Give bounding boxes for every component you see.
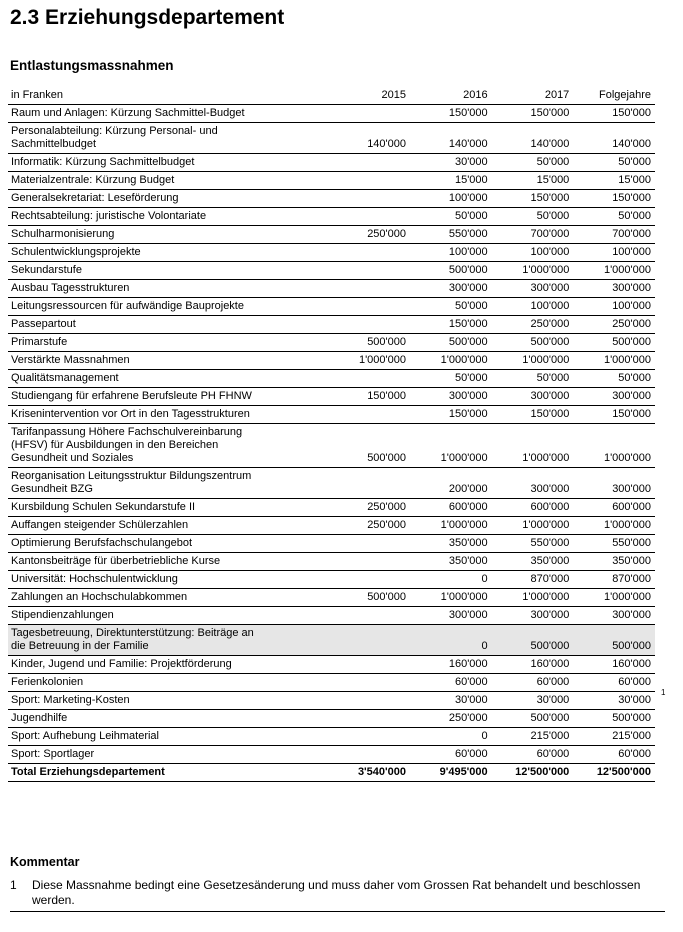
value-2016: 140'000 (410, 123, 492, 154)
column-header-2015: 2015 (264, 86, 410, 105)
value-folgejahre: 1'000'000 (573, 262, 655, 280)
value-folgejahre: 150'000 (573, 190, 655, 208)
value-2015 (264, 468, 410, 499)
value-folgejahre: 1'000'000 (573, 352, 655, 370)
value-2016: 600'000 (410, 499, 492, 517)
value-folgejahre: 215'000 (573, 728, 655, 746)
table-row (8, 692, 655, 710)
value-2017: 100'000 (492, 298, 574, 316)
value-folgejahre: 12'500'000 (573, 764, 655, 782)
table-row (8, 468, 655, 499)
value-2017: 300'000 (492, 468, 574, 499)
row-label: Kursbildung Schulen Sekundarstufe II (8, 499, 264, 517)
value-folgejahre: 500'000 (573, 334, 655, 352)
row-label: Qualitätsmanagement (8, 370, 264, 388)
value-2016: 550'000 (410, 226, 492, 244)
value-2016: 500'000 (410, 262, 492, 280)
table-row (8, 406, 655, 424)
row-label: Verstärkte Massnahmen (8, 352, 264, 370)
table-row (8, 244, 655, 262)
value-folgejahre: 300'000 (573, 468, 655, 499)
value-2015 (264, 656, 410, 674)
row-label: Leitungsressourcen für aufwändige Bauprojekte (8, 298, 264, 316)
table-row (8, 105, 655, 123)
total-row (8, 764, 655, 782)
value-2016: 30'000 (410, 692, 492, 710)
value-folgejahre: 15'000 (573, 172, 655, 190)
value-folgejahre: 500'000 (573, 710, 655, 728)
table-row (8, 571, 655, 589)
value-2016: 150'000 (410, 316, 492, 334)
value-2015: 150'000 (264, 388, 410, 406)
table-row (8, 553, 655, 571)
table-row (8, 728, 655, 746)
table-header (8, 86, 655, 105)
row-label: Primarstufe (8, 334, 264, 352)
value-2015 (264, 370, 410, 388)
value-2017: 50'000 (492, 154, 574, 172)
value-2016: 1'000'000 (410, 424, 492, 468)
value-folgejahre: 870'000 (573, 571, 655, 589)
value-2015 (264, 280, 410, 298)
value-folgejahre: 300'000 (573, 388, 655, 406)
value-2017: 1'000'000 (492, 589, 574, 607)
value-2015 (264, 316, 410, 334)
value-2017: 250'000 (492, 316, 574, 334)
value-folgejahre: 60'000 (573, 674, 655, 692)
column-header-2016: 2016 (410, 86, 492, 105)
value-2017: 1'000'000 (492, 517, 574, 535)
value-2016: 9'495'000 (410, 764, 492, 782)
table-row (8, 262, 655, 280)
value-2017: 500'000 (492, 625, 574, 656)
value-2017: 500'000 (492, 334, 574, 352)
value-2017: 140'000 (492, 123, 574, 154)
value-2015 (264, 607, 410, 625)
comment-title: Kommentar (10, 855, 80, 869)
value-2015: 500'000 (264, 424, 410, 468)
table-row (8, 208, 655, 226)
value-2017: 15'000 (492, 172, 574, 190)
value-2017: 100'000 (492, 244, 574, 262)
value-2015 (264, 172, 410, 190)
value-folgejahre: 100'000 (573, 244, 655, 262)
value-2017: 700'000 (492, 226, 574, 244)
row-label: Rechtsabteilung: juristische Volontariate (8, 208, 264, 226)
row-label: Passepartout (8, 316, 264, 334)
value-2015 (264, 406, 410, 424)
value-2016: 300'000 (410, 607, 492, 625)
row-label: Zahlungen an Hochschulabkommen (8, 589, 264, 607)
row-label: Ferienkolonien (8, 674, 264, 692)
value-folgejahre: 150'000 (573, 406, 655, 424)
value-2015 (264, 553, 410, 571)
value-folgejahre: 1'000'000 (573, 424, 655, 468)
value-folgejahre: 1'000'000 (573, 589, 655, 607)
value-2015 (264, 244, 410, 262)
value-2015 (264, 728, 410, 746)
table-row (8, 656, 655, 674)
value-2016: 100'000 (410, 190, 492, 208)
row-label: Generalsekretariat: Leseförderung (8, 190, 264, 208)
value-folgejahre: 500'000 (573, 625, 655, 656)
row-label: Krisenintervention vor Ort in den Tagesstrukturen (8, 406, 264, 424)
row-label: Total Erziehungsdepartement (8, 764, 264, 782)
table-row (8, 154, 655, 172)
value-2017: 215'000 (492, 728, 574, 746)
value-folgejahre: 300'000 (573, 607, 655, 625)
row-label: Tagesbetreuung, Direktunterstützung: Beiträge an die Betreuung in der Familie (8, 625, 264, 656)
value-2016: 350'000 (410, 535, 492, 553)
value-2016: 15'000 (410, 172, 492, 190)
value-2016: 500'000 (410, 334, 492, 352)
value-2016: 50'000 (410, 370, 492, 388)
value-2017: 12'500'000 (492, 764, 574, 782)
value-folgejahre: 550'000 (573, 535, 655, 553)
section-subtitle: Entlastungsmassnahmen (10, 58, 174, 73)
table-row (8, 280, 655, 298)
footnote-marker: 1 (661, 688, 666, 697)
row-label: Stipendienzahlungen (8, 607, 264, 625)
value-2017: 300'000 (492, 280, 574, 298)
row-label: Schulharmonisierung (8, 226, 264, 244)
value-2016: 200'000 (410, 468, 492, 499)
row-label: Raum und Anlagen: Kürzung Sachmittel-Budget (8, 105, 264, 123)
value-2015: 3'540'000 (264, 764, 410, 782)
value-2016: 60'000 (410, 674, 492, 692)
footnote-number: 1 (10, 878, 17, 892)
value-2015 (264, 535, 410, 553)
value-folgejahre: 300'000 (573, 280, 655, 298)
value-2015 (264, 262, 410, 280)
value-2015: 1'000'000 (264, 352, 410, 370)
value-2017: 870'000 (492, 571, 574, 589)
row-label: Kantonsbeiträge für überbetriebliche Kurse (8, 553, 264, 571)
value-2016: 300'000 (410, 388, 492, 406)
value-2017: 50'000 (492, 208, 574, 226)
value-2017: 1'000'000 (492, 262, 574, 280)
value-2016: 1'000'000 (410, 589, 492, 607)
value-folgejahre: 50'000 (573, 208, 655, 226)
value-2017: 550'000 (492, 535, 574, 553)
value-2015 (264, 692, 410, 710)
value-2016: 60'000 (410, 746, 492, 764)
value-2017: 150'000 (492, 190, 574, 208)
value-2016: 1'000'000 (410, 352, 492, 370)
value-2015 (264, 154, 410, 172)
value-2017: 30'000 (492, 692, 574, 710)
value-2017: 50'000 (492, 370, 574, 388)
value-2015 (264, 710, 410, 728)
table-row (8, 172, 655, 190)
table-row (8, 710, 655, 728)
row-label: Materialzentrale: Kürzung Budget (8, 172, 264, 190)
value-2017: 1'000'000 (492, 352, 574, 370)
value-2015: 500'000 (264, 589, 410, 607)
value-2015 (264, 190, 410, 208)
value-2017: 150'000 (492, 105, 574, 123)
value-2016: 160'000 (410, 656, 492, 674)
value-2015: 250'000 (264, 226, 410, 244)
value-folgejahre: 1'000'000 (573, 517, 655, 535)
table-row (8, 589, 655, 607)
value-folgejahre: 160'000 (573, 656, 655, 674)
row-label: Auffangen steigender Schülerzahlen (8, 517, 264, 535)
row-label: Tarifanpassung Höhere Fachschulvereinbarung (HFSV) für Ausbildungen in den Bereichen Gesundheit und Soziales (8, 424, 264, 468)
measures-table (8, 86, 655, 782)
table-row (8, 334, 655, 352)
row-label: Personalabteilung: Kürzung Personal- und Sachmittelbudget (8, 123, 264, 154)
footnote-divider (10, 911, 665, 912)
value-2015 (264, 674, 410, 692)
value-2016: 0 (410, 571, 492, 589)
value-2015 (264, 746, 410, 764)
value-folgejahre: 600'000 (573, 499, 655, 517)
value-folgejahre: 700'000 (573, 226, 655, 244)
table-row (8, 424, 655, 468)
value-2017: 300'000 (492, 388, 574, 406)
value-folgejahre: 100'000 (573, 298, 655, 316)
value-2016: 0 (410, 728, 492, 746)
footnote (10, 878, 665, 908)
value-2016: 100'000 (410, 244, 492, 262)
table-row (8, 535, 655, 553)
table-row (8, 607, 655, 625)
value-2017: 160'000 (492, 656, 574, 674)
value-2016: 50'000 (410, 208, 492, 226)
column-header-folgejahre: Folgejahre (573, 86, 655, 105)
row-label: Sport: Aufhebung Leihmaterial (8, 728, 264, 746)
table-row (8, 674, 655, 692)
value-2016: 250'000 (410, 710, 492, 728)
header-row (8, 86, 655, 105)
value-2015: 140'000 (264, 123, 410, 154)
value-folgejahre: 140'000 (573, 123, 655, 154)
table-row (8, 746, 655, 764)
value-2017: 1'000'000 (492, 424, 574, 468)
value-folgejahre: 60'000 (573, 746, 655, 764)
value-2017: 500'000 (492, 710, 574, 728)
row-label: Jugendhilfe (8, 710, 264, 728)
value-2016: 350'000 (410, 553, 492, 571)
value-2016: 50'000 (410, 298, 492, 316)
table-row (8, 517, 655, 535)
value-2016: 150'000 (410, 105, 492, 123)
value-2015 (264, 208, 410, 226)
row-label: Ausbau Tagesstrukturen (8, 280, 264, 298)
row-label: Sport: Sportlager (8, 746, 264, 764)
value-2016: 1'000'000 (410, 517, 492, 535)
page-title: 2.3 Erziehungsdepartement (10, 6, 285, 29)
value-2017: 60'000 (492, 674, 574, 692)
value-2015: 250'000 (264, 517, 410, 535)
table-row (8, 226, 655, 244)
value-2017: 350'000 (492, 553, 574, 571)
row-label: Optimierung Berufsfachschulangebot (8, 535, 264, 553)
row-label: Sport: Marketing-Kosten (8, 692, 264, 710)
row-label: Reorganisation Leitungsstruktur Bildungszentrum Gesundheit BZG (8, 468, 264, 499)
value-2015 (264, 298, 410, 316)
table-row (8, 370, 655, 388)
row-label: Sekundarstufe (8, 262, 264, 280)
table-row (8, 388, 655, 406)
value-folgejahre: 50'000 (573, 370, 655, 388)
table-row (8, 123, 655, 154)
row-label: Kinder, Jugend und Familie: Projektförderung (8, 656, 264, 674)
value-folgejahre: 250'000 (573, 316, 655, 334)
value-2016: 150'000 (410, 406, 492, 424)
table-row (8, 298, 655, 316)
row-label: Universität: Hochschulentwicklung (8, 571, 264, 589)
table-row (8, 316, 655, 334)
table-row (8, 625, 655, 656)
table-row (8, 352, 655, 370)
value-2017: 600'000 (492, 499, 574, 517)
value-2015 (264, 571, 410, 589)
value-2017: 60'000 (492, 746, 574, 764)
value-2015 (264, 625, 410, 656)
value-folgejahre: 30'000 (573, 692, 655, 710)
table-row (8, 499, 655, 517)
value-2016: 300'000 (410, 280, 492, 298)
table-body (8, 105, 655, 782)
value-2015: 500'000 (264, 334, 410, 352)
table-row (8, 190, 655, 208)
value-2015 (264, 105, 410, 123)
value-2016: 30'000 (410, 154, 492, 172)
column-header-label: in Franken (8, 86, 264, 105)
value-folgejahre: 150'000 (573, 105, 655, 123)
value-folgejahre: 350'000 (573, 553, 655, 571)
value-folgejahre: 50'000 (573, 154, 655, 172)
row-label: Studiengang für erfahrene Berufsleute PH FHNW (8, 388, 264, 406)
footnote-text: Diese Massnahme bedingt eine Gesetzesänderung und muss daher vom Grossen Rat behandelt und beschlossen werden. (32, 878, 641, 907)
value-2015: 250'000 (264, 499, 410, 517)
value-2017: 150'000 (492, 406, 574, 424)
value-2016: 0 (410, 625, 492, 656)
column-header-2017: 2017 (492, 86, 574, 105)
value-2017: 300'000 (492, 607, 574, 625)
row-label: Schulentwicklungsprojekte (8, 244, 264, 262)
row-label: Informatik: Kürzung Sachmittelbudget (8, 154, 264, 172)
